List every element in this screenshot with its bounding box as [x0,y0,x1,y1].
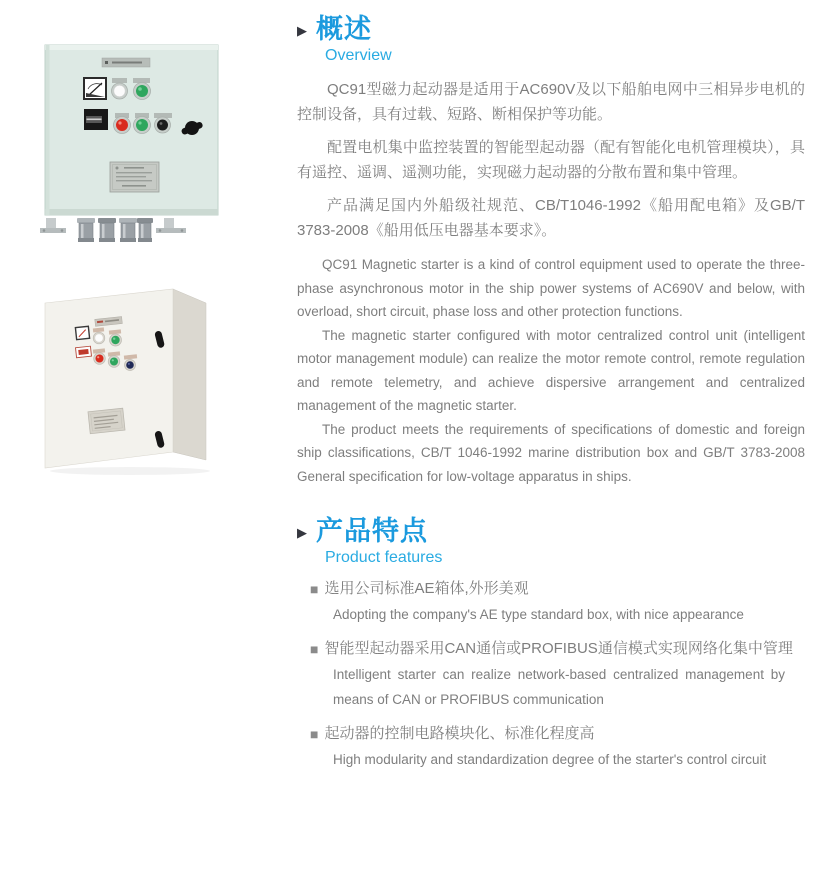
cabinet-front-panel [45,289,173,468]
features-heading [297,516,805,546]
overview-paragraph-en: The magnetic starter configured with motor centralized control unit (intelligent motor management module) can realize the motor remote control, remote regulation and remote telemetry, and achieve dispersive arrangement and centralized management of the magnetic starter. [297,327,805,413]
red-indicator-plate [76,346,92,358]
white-indicator-button [112,83,128,99]
feature-text-zh: 智能型起动器采用CAN通信或PROFIBUS通信模式实现网络化集中管理 [324,640,793,657]
overview-paragraph-en: QC91 Magnetic starter is a kind of control equipment used to operate the three-phase asynchronous motor in the ship power systems of AC690V and below, with overload, short circuit, phase loss and other protection functions. [297,257,805,319]
overview-heading [297,14,805,44]
feature-text-en: Intelligent starter can realize network-based centralized management by means of CAN or PROFIBUS communication [333,667,785,707]
features-title-zh: 产品特点 [316,516,428,546]
triangle-bullet-icon: ▶ [297,524,307,540]
square-bullet-icon: ■ [310,581,319,597]
black-reset-button [155,117,171,133]
feature-line-zh [310,721,805,747]
green-indicator-button [134,83,151,100]
feature-text-zh: 选用公司标准AE箱体,外形美观 [324,580,529,597]
overview-title-en: Overview [325,47,392,64]
features-title-en: Product features [325,549,443,566]
top-tag-label [102,58,150,67]
red-stop-button [114,117,131,134]
feature-item [310,576,805,627]
blue-reset-button [125,360,136,371]
protection-relay-display [84,109,108,130]
nameplate [110,162,159,192]
overview-paragraph-zh: 产品满足国内外船级社规范、CB/T1046-1992《船用配电箱》及GB/T 3783-2008《船用低压电器基本要求》。 [297,197,805,239]
overview-paragraph-zh: 配置电机集中监控装置的智能型起动器（配有智能化电机管理模块），具有遥控、遥调、遥测功能，实现磁力起动器的分散布置和集中管理。 [297,139,805,181]
product-photo-front-view [36,42,226,252]
green-indicator-button [110,334,122,346]
overview-paragraphs [297,77,805,488]
product-photo-perspective-view [30,281,220,481]
square-bullet-icon: ■ [310,726,319,742]
feature-text-zh: 起动器的控制电路模块化、标准化程度高 [324,725,595,742]
content-column [297,14,805,772]
overview-section [297,14,805,488]
features-section [297,516,805,772]
nameplate [88,408,125,434]
overview-title-zh: 概述 [316,14,372,44]
feature-text-en: Adopting the company's AE type standard box, with nice appearance [333,607,744,622]
green-start-button [134,117,151,134]
square-bullet-icon: ■ [310,641,319,657]
cabinet-side-panel [173,289,206,460]
ammeter [84,78,106,99]
overview-paragraph-zh: QC91型磁力起动器是适用于AC690V及以下船舶电网中三相异步电机的控制设备，具有过载、短路、断相保护等功能。 [297,81,805,123]
feature-item [310,721,805,772]
feature-text-en: High modularity and standardization degree of the starter's control circuit [333,752,767,767]
button-label [112,78,127,83]
overview-paragraph-en: The product meets the requirements of specifications of domestic and foreign ship classifications, CB/T 1046-1992 marine distribution box and GB/T 3783-2008 General specification for low-voltage apparatus in ships. [297,421,805,484]
green-start-button [108,356,120,368]
ammeter [75,326,89,339]
overview-paragraphs-en [297,253,805,488]
white-indicator-button [93,332,105,344]
feature-item [310,636,805,712]
triangle-bullet-icon: ▶ [297,22,307,38]
cable-glands [77,218,153,242]
feature-line-zh [310,576,805,602]
red-stop-button [94,353,106,365]
feature-line-zh [310,636,805,662]
starter-box-perspective-illustration [30,281,220,481]
starter-box-front-illustration [36,42,226,252]
